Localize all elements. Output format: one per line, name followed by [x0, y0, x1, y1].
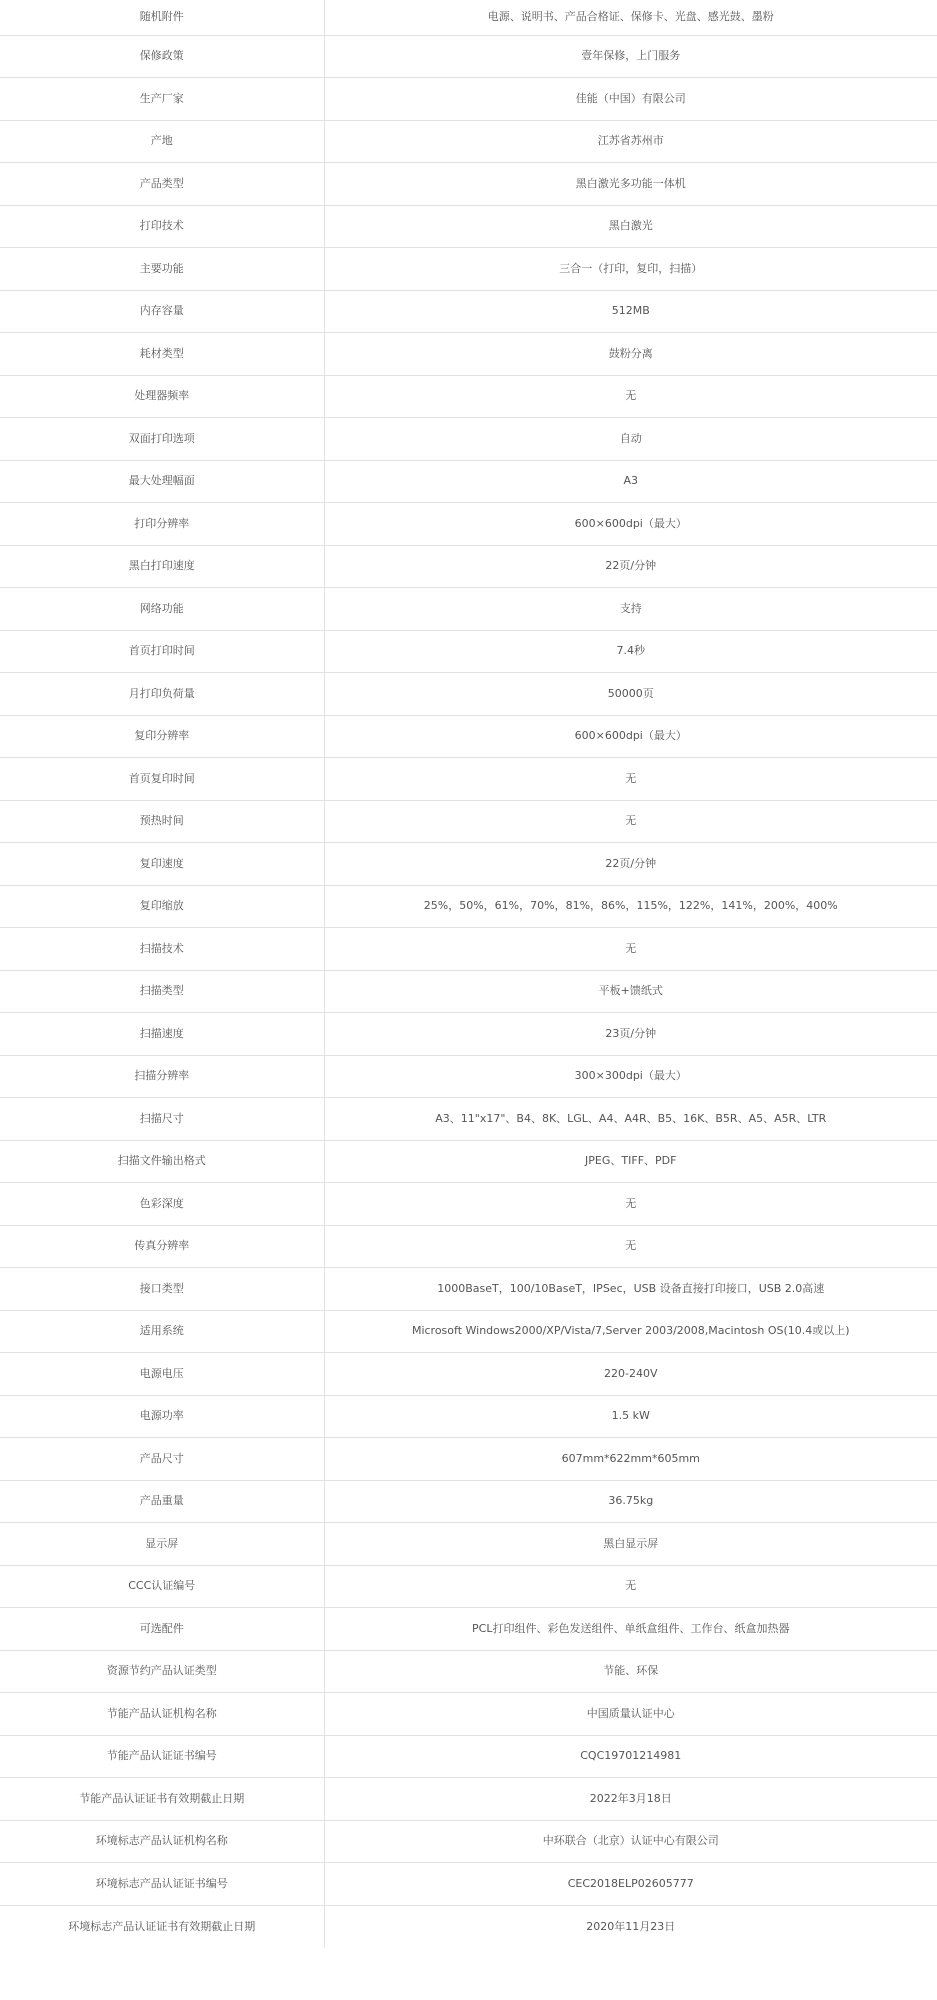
spec-row — [0, 1225, 937, 1268]
spec-label: 扫描类型 — [0, 970, 324, 1013]
spec-value: 无 — [324, 758, 937, 801]
spec-value: 鼓粉分离 — [324, 333, 937, 376]
spec-value: 黑白激光 — [324, 205, 937, 248]
spec-label: 产品重量 — [0, 1480, 324, 1523]
spec-label: 环境标志产品认证机构名称 — [0, 1820, 324, 1863]
spec-label: 扫描尺寸 — [0, 1098, 324, 1141]
spec-row — [0, 970, 937, 1013]
spec-value: JPEG、TIFF、PDF — [324, 1140, 937, 1183]
spec-value: 无 — [324, 1183, 937, 1226]
spec-row — [0, 800, 937, 843]
spec-value: 25%，50%，61%，70%，81%，86%，115%，122%，141%，200%，400% — [324, 885, 937, 928]
spec-value: 300×300dpi（最大） — [324, 1055, 937, 1098]
spec-label: 扫描技术 — [0, 928, 324, 971]
spec-label: 最大处理幅面 — [0, 460, 324, 503]
spec-row — [0, 1565, 937, 1608]
spec-row — [0, 545, 937, 588]
spec-row — [0, 1098, 937, 1141]
spec-row — [0, 120, 937, 163]
spec-label: 资源节约产品认证类型 — [0, 1650, 324, 1693]
spec-value: 黑白显示屏 — [324, 1523, 937, 1566]
spec-row — [0, 843, 937, 886]
spec-value: 23页/分钟 — [324, 1013, 937, 1056]
spec-label: 打印技术 — [0, 205, 324, 248]
spec-value: CEC2018ELP02605777 — [324, 1863, 937, 1906]
spec-row — [0, 163, 937, 206]
spec-label: 显示屏 — [0, 1523, 324, 1566]
spec-value: 节能、环保 — [324, 1650, 937, 1693]
spec-row — [0, 758, 937, 801]
spec-row — [0, 1778, 937, 1821]
spec-label: 首页复印时间 — [0, 758, 324, 801]
spec-row — [0, 503, 937, 546]
spec-row — [0, 1523, 937, 1566]
spec-value: 22页/分钟 — [324, 545, 937, 588]
spec-row — [0, 1183, 937, 1226]
spec-value: PCL打印组件、彩色发送组件、单纸盒组件、工作台、纸盒加热器 — [324, 1608, 937, 1651]
spec-label: 节能产品认证机构名称 — [0, 1693, 324, 1736]
spec-label: 保修政策 — [0, 35, 324, 78]
spec-row — [0, 1863, 937, 1906]
spec-row — [0, 418, 937, 461]
spec-label: 首页打印时间 — [0, 630, 324, 673]
spec-row — [0, 205, 937, 248]
spec-row — [0, 1650, 937, 1693]
spec-value: 无 — [324, 375, 937, 418]
spec-row — [0, 1353, 937, 1396]
spec-label: 可选配件 — [0, 1608, 324, 1651]
spec-row — [0, 673, 937, 716]
spec-label: 处理器频率 — [0, 375, 324, 418]
spec-label: 预热时间 — [0, 800, 324, 843]
spec-row — [0, 290, 937, 333]
spec-row — [0, 1820, 937, 1863]
spec-label: 打印分辨率 — [0, 503, 324, 546]
spec-label: 产品尺寸 — [0, 1438, 324, 1481]
spec-label: 复印分辨率 — [0, 715, 324, 758]
spec-row — [0, 885, 937, 928]
spec-row — [0, 1140, 937, 1183]
spec-value: 支持 — [324, 588, 937, 631]
spec-label: 耗材类型 — [0, 333, 324, 376]
spec-value: 1000BaseT，100/10BaseT，IPSec，USB 设备直接打印接口，USB 2.0高速 — [324, 1268, 937, 1311]
spec-value: 36.75kg — [324, 1480, 937, 1523]
spec-row — [0, 1438, 937, 1481]
spec-row — [0, 375, 937, 418]
spec-row — [0, 1905, 937, 1948]
spec-label: 随机附件 — [0, 0, 324, 35]
spec-label: 节能产品认证证书编号 — [0, 1735, 324, 1778]
spec-value: 平板+馈纸式 — [324, 970, 937, 1013]
spec-value: A3 — [324, 460, 937, 503]
spec-value: 1.5 kW — [324, 1395, 937, 1438]
spec-value: 中国质量认证中心 — [324, 1693, 937, 1736]
spec-row — [0, 1480, 937, 1523]
spec-label: 生产厂家 — [0, 78, 324, 121]
spec-value: 江苏省苏州市 — [324, 120, 937, 163]
spec-label: 传真分辨率 — [0, 1225, 324, 1268]
spec-value: 壹年保修，上门服务 — [324, 35, 937, 78]
spec-row — [0, 715, 937, 758]
spec-label: CCC认证编号 — [0, 1565, 324, 1608]
spec-value: 607mm*622mm*605mm — [324, 1438, 937, 1481]
spec-value: 220-240V — [324, 1353, 937, 1396]
spec-row — [0, 588, 937, 631]
spec-value: 中环联合（北京）认证中心有限公司 — [324, 1820, 937, 1863]
spec-value: 电源、说明书、产品合格证、保修卡、光盘、感光鼓、墨粉 — [324, 0, 937, 35]
spec-row — [0, 928, 937, 971]
spec-label: 接口类型 — [0, 1268, 324, 1311]
spec-value: 2020年11月23日 — [586, 1919, 676, 1933]
spec-value: 7.4秒 — [324, 630, 937, 673]
spec-value: 佳能（中国）有限公司 — [324, 78, 937, 121]
spec-label: 主要功能 — [0, 248, 324, 291]
spec-row — [0, 1310, 937, 1353]
spec-label: 复印速度 — [0, 843, 324, 886]
spec-row — [0, 0, 937, 35]
spec-value: 无 — [324, 1565, 937, 1608]
spec-label: 产地 — [0, 120, 324, 163]
spec-row — [0, 78, 937, 121]
spec-value: Microsoft Windows2000/XP/Vista/7,Server 2003/2008,Macintosh OS(10.4或以上) — [324, 1310, 937, 1353]
spec-row — [0, 1608, 937, 1651]
spec-label: 复印缩放 — [0, 885, 324, 928]
spec-row — [0, 1055, 937, 1098]
spec-row — [0, 1268, 937, 1311]
spec-label: 月打印负荷量 — [0, 673, 324, 716]
spec-row — [0, 248, 937, 291]
spec-value: A3、11"x17"、B4、8K、LGL、A4、A4R、B5、16K、B5R、A5、A5R、LTR — [324, 1098, 937, 1141]
spec-value: 600×600dpi（最大） — [324, 503, 937, 546]
spec-value: 黑白激光多功能一体机 — [324, 163, 937, 206]
spec-value: 三合一（打印，复印，扫描） — [324, 248, 937, 291]
spec-row — [0, 1693, 937, 1736]
spec-label: 扫描速度 — [0, 1013, 324, 1056]
spec-value: 600×600dpi（最大） — [324, 715, 937, 758]
spec-value: 512MB — [324, 290, 937, 333]
spec-value: 50000页 — [324, 673, 937, 716]
spec-label: 色彩深度 — [0, 1183, 324, 1226]
spec-row — [0, 460, 937, 503]
spec-row — [0, 1735, 937, 1778]
spec-value: 无 — [324, 1225, 937, 1268]
spec-label: 内存容量 — [0, 290, 324, 333]
spec-value: 2022年3月18日 — [324, 1778, 937, 1821]
spec-label: 双面打印选项 — [0, 418, 324, 461]
spec-label: 节能产品认证证书有效期截止日期 — [0, 1778, 324, 1821]
spec-label: 网络功能 — [0, 588, 324, 631]
spec-label: 适用系统 — [0, 1310, 324, 1353]
spec-row — [0, 1013, 937, 1056]
spec-label: 扫描分辨率 — [0, 1055, 324, 1098]
spec-value: 22页/分钟 — [324, 843, 937, 886]
spec-row — [0, 333, 937, 376]
spec-value: 自动 — [324, 418, 937, 461]
spec-row — [0, 630, 937, 673]
spec-value: CQC19701214981 — [324, 1735, 937, 1778]
spec-value: 无 — [324, 800, 937, 843]
spec-row — [0, 35, 937, 78]
spec-label: 黑白打印速度 — [0, 545, 324, 588]
spec-label: 电源功率 — [0, 1395, 324, 1438]
spec-label: 环境标志产品认证证书有效期截止日期 — [0, 1905, 324, 1948]
spec-label: 电源电压 — [0, 1353, 324, 1396]
spec-label: 环境标志产品认证证书编号 — [0, 1863, 324, 1906]
spec-row — [0, 1395, 937, 1438]
spec-value: 无 — [324, 928, 937, 971]
spec-label: 产品类型 — [0, 163, 324, 206]
spec-label: 扫描文件输出格式 — [0, 1140, 324, 1183]
